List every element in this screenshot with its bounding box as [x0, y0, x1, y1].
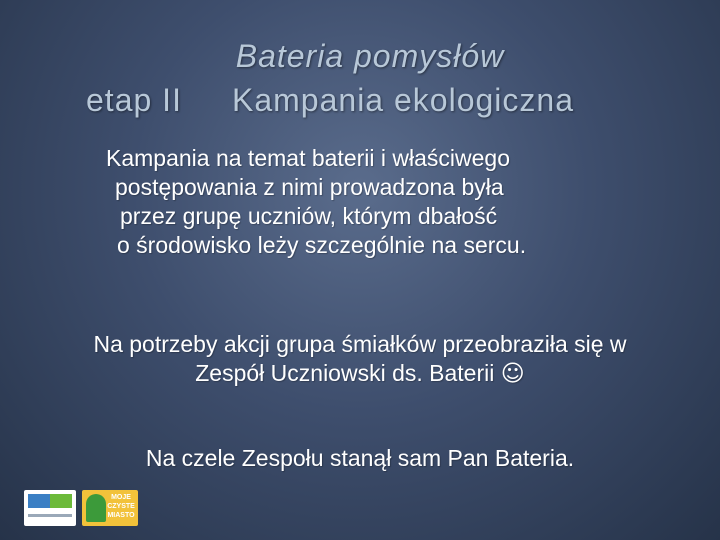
logo-text: MOJE CZYSTE MIASTO	[107, 494, 135, 519]
paragraph-line: o środowisko leży szczególnie na sercu.	[117, 232, 527, 258]
logo-grass-block	[50, 494, 72, 508]
team-name: Zespół Uczniowski ds. Baterii	[195, 360, 495, 386]
logo-sky-block	[28, 494, 50, 508]
tree-icon	[86, 494, 106, 522]
moje-czyste-miasto-logo	[82, 490, 138, 526]
paragraph-leader: Na czele Zespołu stanął sam Pan Bateria.	[145, 445, 575, 471]
paragraph-line: Na potrzeby akcji grupa śmiałków przeobraziła się w	[93, 331, 627, 357]
smiley-icon: ☺	[500, 361, 525, 387]
title-etap: etap II	[86, 82, 182, 118]
paragraph-campaign	[100, 144, 660, 260]
paragraph-line: postępowania z nimi prowadzona była	[115, 174, 504, 200]
paragraph-line: Kampania na temat baterii i właściwego	[106, 145, 510, 171]
title-kampania: Kampania ekologiczna	[232, 82, 574, 118]
tychowo-logo	[24, 490, 76, 526]
slide-title-line1: Bateria pomysłów	[235, 38, 505, 74]
paragraph-line-2	[0, 359, 720, 389]
paragraph-line: przez grupę uczniów, którym dbałość	[120, 203, 498, 229]
logo-caption-bar	[28, 514, 72, 517]
paragraph-team	[0, 330, 720, 389]
